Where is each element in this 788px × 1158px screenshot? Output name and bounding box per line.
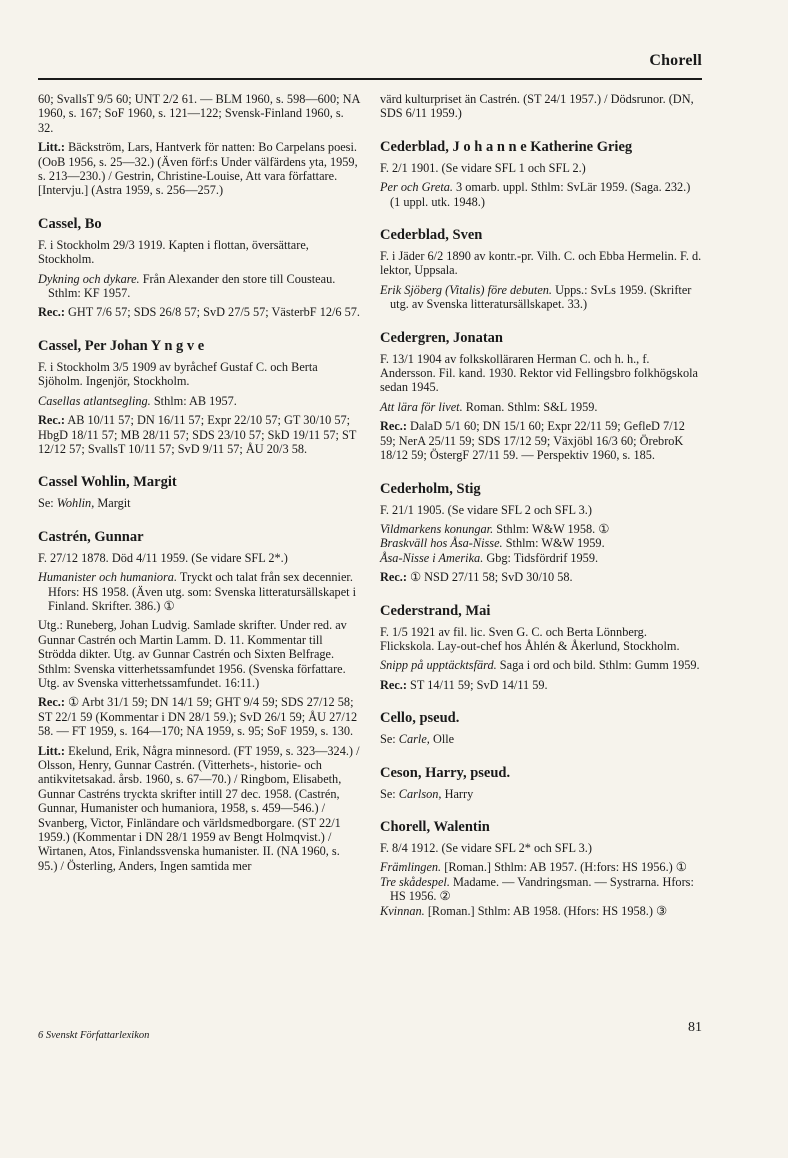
entry-work	[380, 875, 702, 904]
litt-text: Ekelund, Erik, Några minnesord. (FT 1959, s. 323—324.) / Olsson, Henry, Gunnar Castrén. (Vitterhets-, historie- och antikvitetsakad. årsb. 1960, s. 67—70.) / Ringbom, Elisabeth, Gunnar Castréns tryckta skrifter intill 27 dec. 1958. (Castrén, Gunnar, Humanister och humaniora, 1958, s. 459—546.) / Svanberg, Victor, Finländare och världsmedborgare. (ST 22/1 1959.) (Kommentar i DN 28/1 1959 av Bengt Holmqvist.) / Wirtanen, Atos, Finlandssvenska humanister. II. (NA 1960, s. 95.) / Österling, Anders, Ingen samtida mer	[38, 743, 360, 873]
right-column	[380, 92, 702, 923]
litt-label: Litt.:	[38, 743, 65, 758]
cross-reference	[38, 496, 360, 510]
entry-reviews	[380, 678, 702, 692]
entry-bio: F. 27/12 1878. Död 4/11 1959. (Se vidare SFL 2*.)	[38, 550, 288, 565]
work-title: Braskväll hos Åsa-Nisse.	[380, 536, 503, 551]
rec-label: Rec.:	[380, 419, 407, 434]
entry-reviews	[38, 695, 360, 738]
running-head: Chorell	[649, 52, 702, 69]
entry-work	[380, 904, 702, 918]
litt-label: Litt.:	[38, 140, 65, 155]
work-details: Från Alexander den store till Cousteau. Sthlm: KF 1957.	[48, 271, 336, 301]
entry-cedergren	[380, 330, 702, 463]
work-details: Upps.: SvLs 1959. (Skrifter utg. av Svenska litteratursällskapet. 33.)	[390, 282, 692, 312]
entry-bio: F. i Jäder 6/2 1890 av kontr.-pr. Vilh. C. och Ebba Hermelin. F. d. lektor, Uppsala.	[380, 249, 702, 278]
entry-cederblad-johanne	[380, 139, 702, 209]
work-title: Att lära för livet.	[380, 399, 463, 414]
entry-work	[380, 180, 702, 209]
page-number: 81	[688, 1020, 702, 1035]
left-column	[38, 92, 360, 878]
cross-reference	[380, 732, 702, 746]
entry-heading: Castrén, Gunnar	[38, 528, 144, 545]
litt-continuation: värd kulturpriset än Castrén. (ST 24/1 1957.) / Dödsrunor. (DN, SDS 6/11 1959.)	[380, 92, 694, 121]
entry-reviews	[380, 419, 702, 462]
entry-cederholm	[380, 481, 702, 585]
rec-text: ① NSD 27/11 58; SvD 30/10 58.	[410, 570, 573, 585]
entry-work	[380, 536, 702, 550]
entry-heading: Cedergren, Jonatan	[380, 329, 503, 346]
entry-continuation	[38, 92, 360, 198]
rec-text: AB 10/11 57; DN 16/11 57; Expr 22/10 57; GT 30/10 57; HbgD 18/11 57; MB 28/11 57; SDS 23/10 57; SkD 19/11 57; ST 12/12 57; SvallsT 10/11 57; SvD 9/11 57; ÅU 20/3 58.	[38, 413, 357, 456]
rec-text: DalaD 5/1 60; DN 15/1 60; Expr 22/11 59; GefleD 7/12 59; NerA 25/11 59; SDS 17/12 59; Växjöbl 16/3 60; ÖrebroK 18/12 59; ÖstergF 27/11 59. — Perspektiv 1960, s. 185.	[380, 419, 685, 463]
se-name: Wohlin,	[56, 496, 95, 511]
rec-label: Rec.:	[38, 413, 65, 428]
entry-work	[380, 400, 702, 414]
entry-bio: F. 1/5 1921 av fil. lic. Sven G. C. och Berta Lönnberg. Flickskola. Lay-out-chef hos Åhlén & Åkerlund, Stockholm.	[380, 624, 680, 653]
entry-work	[380, 522, 702, 536]
se-rest: Harry	[444, 786, 474, 801]
work-title: Humanister och humaniora.	[38, 570, 178, 585]
entry-cassel-wohlin	[38, 474, 360, 510]
work-details: Madame. — Vandringsman. — Systrarna. Hfors: HS 1956. ②	[390, 874, 694, 904]
work-title: Åsa-Nisse i Amerika.	[380, 550, 484, 565]
se-label: Se:	[380, 786, 396, 801]
litt-paragraph	[38, 140, 360, 198]
se-label: Se:	[38, 496, 54, 511]
rec-continuation: 60; SvallsT 9/5 60; UNT 2/2 61. — BLM 1960, s. 598—600; NA 1960, s. 167; SoF 1960, s. 121—122; Svensk-Finland 1960, s. 32.	[38, 92, 360, 135]
entry-heading: Cederstrand, Mai	[380, 602, 491, 619]
work-details: Tryckt och talat från sex decennier. Hfors: HS 1958. (Även utg. som: Svenska litteratursällskapet i Finland. Skrifter. 386.) ①	[48, 570, 357, 613]
entry-heading: Chorell, Walentin	[380, 818, 490, 835]
entry-ceson	[380, 765, 702, 801]
entry-work	[380, 283, 702, 312]
entry-cassel-per	[38, 338, 360, 456]
entry-cederblad-sven	[380, 227, 702, 312]
entry-work	[380, 551, 702, 565]
entry-cederstrand	[380, 603, 702, 693]
header-rule	[38, 78, 702, 80]
signature-mark: 6 Svenskt Författarlexikon	[38, 1030, 150, 1041]
work-title: Främlingen.	[380, 860, 442, 875]
work-title: Per och Greta.	[380, 180, 453, 195]
entry-bio: F. 21/1 1905. (Se vidare SFL 2 och SFL 3.)	[380, 502, 592, 517]
se-name: Carlson,	[398, 786, 442, 801]
entry-heading: Cederblad, Sven	[380, 227, 483, 244]
work-details: [Roman.] Sthlm: AB 1958. (Hfors: HS 1958.) ③	[427, 903, 668, 918]
work-details: [Roman.] Sthlm: AB 1957. (H:fors: HS 1956.) ①	[444, 860, 687, 875]
work-details: Sthlm: W&W 1958. ①	[496, 521, 610, 536]
work-title: Tre skådespel.	[380, 874, 450, 889]
rec-label: Rec.:	[38, 695, 65, 710]
se-rest: Olle	[432, 732, 455, 747]
entry-heading: Cello, pseud.	[380, 710, 460, 727]
entry-castren	[38, 529, 360, 874]
entry-heading: Cassel Wohlin, Margit	[38, 474, 177, 491]
entry-litt	[38, 744, 360, 874]
entry-heading: Cassel, Per Johan Y n g v e	[38, 337, 205, 354]
se-name: Carle,	[398, 732, 430, 747]
se-rest: Margit	[97, 496, 131, 511]
se-label: Se:	[380, 732, 396, 747]
entry-cello	[380, 710, 702, 746]
entry-reviews	[380, 570, 702, 584]
entry-heading: Ceson, Harry, pseud.	[380, 764, 511, 781]
work-details: Gbg: Tidsfördrif 1959.	[486, 550, 599, 565]
entry-bio: F. i Stockholm 3/5 1909 av byråchef Gustaf C. och Berta Sjöholm. Ingenjör, Stockholm.	[38, 359, 318, 389]
entry-continuation	[380, 92, 702, 121]
litt-text: Bäckström, Lars, Hantverk för natten: Bo Carpelans poesi. (OoB 1956, s. 25—32.) (Även förf:s Under välfärdens yta, 1959, s. 213—230.) / Gestrin, Christine-Louise, Att vara författare. [Intervju.] (Astra 1959, s. 256—257.)	[38, 140, 358, 198]
work-title: Vildmarkens konungar.	[380, 521, 494, 536]
entry-work	[38, 394, 360, 408]
entry-reviews	[38, 413, 360, 456]
rec-label: Rec.:	[38, 305, 65, 320]
work-details: Sthlm: AB 1957.	[153, 393, 237, 408]
entry-heading: Cederblad, J o h a n n e Katherine Grieg	[380, 138, 633, 155]
entry-heading: Cassel, Bo	[38, 215, 102, 232]
work-title: Casellas atlantsegling.	[38, 393, 151, 408]
work-title: Erik Sjöberg (Vitalis) före debuten.	[380, 282, 553, 297]
work-title: Dykning och dykare.	[38, 271, 140, 286]
entry-bio: F. 13/1 1904 av folkskolläraren Herman C. och h. h., f. Andersson. Fil. kand. 1930. Rektor vid Fellingsbro folkhögskola sedan 1945.	[380, 351, 698, 395]
entry-work	[38, 570, 360, 613]
entry-chorell	[380, 819, 702, 918]
entry-work	[38, 272, 360, 301]
rec-label: Rec.:	[380, 677, 407, 692]
rec-label: Rec.:	[380, 570, 407, 585]
entry-reviews	[38, 305, 360, 319]
entry-cassel-bo	[38, 216, 360, 320]
entry-utg: Utg.: Runeberg, Johan Ludvig. Samlade skrifter. Under red. av Gunnar Castrén och Martin Lamm. D. 11. Kommentar till Strödda dikter. Utg. av Gunnar Castrén och Sixten Belfrage. Sthlm: Svenska vitterhetssamfundet 1956. (Svenska författare. Utg. av Svenska vitterhetssamfundet. 16:11.)	[38, 618, 347, 690]
cross-reference	[380, 787, 702, 801]
entry-bio: F. 2/1 1901. (Se vidare SFL 1 och SFL 2.)	[380, 160, 586, 175]
entry-bio: F. 8/4 1912. (Se vidare SFL 2* och SFL 3.)	[380, 840, 592, 855]
work-details: Saga i ord och bild. Sthlm: Gumm 1959.	[499, 658, 700, 673]
entry-bio: F. i Stockholm 29/3 1919. Kapten i flottan, översättare, Stockholm.	[38, 237, 309, 267]
work-details: Sthlm: W&W 1959.	[505, 536, 605, 551]
rec-text: GHT 7/6 57; SDS 26/8 57; SvD 27/5 57; VästerbF 12/6 57.	[68, 305, 361, 320]
work-details: 3 omarb. uppl. Sthlm: SvLär 1959. (Saga. 232.) (1 uppl. utk. 1948.)	[390, 180, 691, 209]
rec-text: ① Arbt 31/1 59; DN 14/1 59; GHT 9/4 59; SDS 27/12 58; ST 22/1 59 (Kommentar i DN 28/1 59.); SvD 26/1 59; ÅU 27/12 58. — FT 1959, s. 164—170; NA 1959, s. 95; SoF 1959, s. 130.	[38, 695, 358, 739]
entry-heading: Cederholm, Stig	[380, 480, 481, 497]
work-title: Snipp på upptäcktsfärd.	[380, 658, 497, 673]
work-title: Kvinnan.	[380, 903, 425, 918]
work-details: Roman. Sthlm: S&L 1959.	[465, 399, 598, 414]
entry-work	[380, 658, 702, 672]
entry-work	[380, 860, 702, 874]
rec-text: ST 14/11 59; SvD 14/11 59.	[410, 677, 548, 692]
